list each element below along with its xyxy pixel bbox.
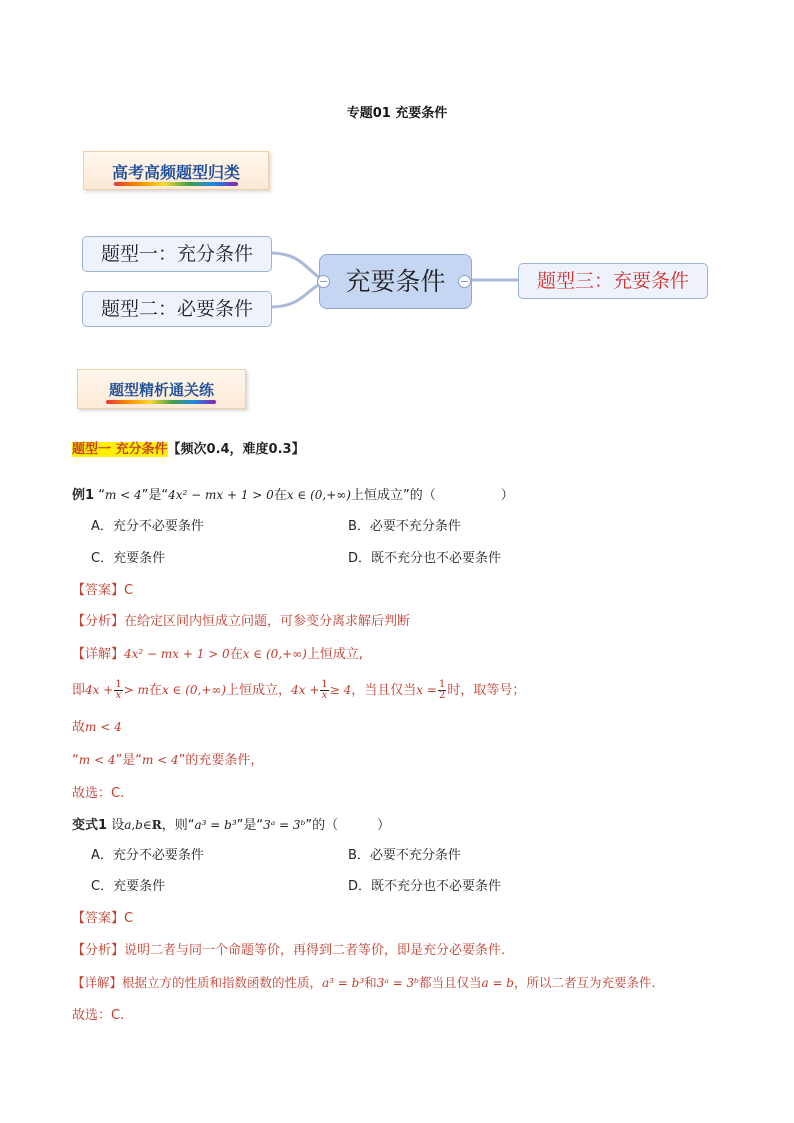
detail-line-3 [72, 717, 122, 738]
type1-label: 题型一 充分条件 [72, 442, 168, 457]
option-a: A．充分不必要条件 [91, 848, 204, 863]
math: ∈ [142, 818, 152, 832]
type1-meta: 【频次0.4，难度0.3】 [167, 442, 305, 457]
answer-label: 【答案】 [72, 911, 125, 926]
answer-label: 【答案】 [72, 583, 125, 598]
text: 都当且仅当 [418, 975, 482, 990]
text: ”是“ [115, 753, 142, 768]
rainbow-bar [106, 400, 216, 404]
answer-line [72, 581, 133, 601]
text: 上恒成立， [226, 683, 292, 698]
detail-label: 【详解】 [72, 975, 123, 990]
detail-line [72, 973, 655, 993]
text: 即 [72, 683, 86, 698]
fraction [438, 680, 446, 701]
text: 上恒成立”的（ ） [350, 488, 514, 503]
text: 在 [148, 683, 162, 698]
conclusion-line: 故选：C. [72, 1008, 125, 1023]
math: m < 4 [78, 753, 116, 767]
fraction [320, 680, 328, 701]
answer-value: C [124, 911, 134, 926]
math: x ∈ (0,+∞) [161, 683, 227, 697]
text: ，当且仅当 [351, 683, 417, 698]
text: 故 [72, 720, 86, 735]
option-d: D．既不充分也不必要条件 [348, 551, 502, 566]
text: “ [98, 488, 105, 503]
math: x ∈ (0,+∞) [242, 647, 307, 661]
mindmap-node-type3: 题型三：充要条件 [518, 263, 708, 299]
collapse-left-icon [317, 275, 330, 288]
math: > m [123, 683, 149, 697]
math: x = [416, 683, 437, 697]
fraction-den: 2 [438, 690, 446, 701]
text: 在 [273, 488, 287, 503]
type1-heading [72, 440, 305, 460]
text: 和 [364, 975, 377, 990]
math: a³ = b³ [322, 976, 365, 990]
math: R [151, 818, 162, 832]
answer-line [72, 909, 133, 929]
answer-value: C [124, 583, 134, 598]
detail-label: 【详解】 [72, 647, 125, 662]
detail-line-4 [72, 750, 263, 771]
text: 在 [229, 647, 243, 662]
fraction [114, 680, 122, 701]
math: 3ᵃ = 3ᵇ [263, 818, 306, 832]
variant-label: 变式1 [72, 818, 108, 833]
analysis-line [72, 941, 505, 961]
math: m < 4 [141, 753, 179, 767]
mindmap-center-node: 充要条件 [319, 254, 472, 309]
text: ”的充要条件， [178, 753, 264, 768]
text: ，所以二者互为充要条件. [514, 975, 656, 990]
text: ”是“ [236, 818, 264, 833]
text: ”的（ ） [305, 818, 391, 833]
option-a: A．充分不必要条件 [91, 519, 204, 534]
math: ≥ 4 [329, 683, 352, 697]
text: 上恒成立, [306, 647, 364, 662]
math: 4x² − mx + 1 > 0 [124, 647, 230, 661]
mindmap-node-type1: 题型一：充分条件 [82, 236, 272, 272]
fraction-den: x [115, 690, 122, 701]
page-title: 专题01 充要条件 [346, 106, 448, 121]
option-c: C．充要条件 [91, 879, 166, 894]
collapse-right-icon [458, 275, 471, 288]
analysis-line [72, 612, 410, 632]
analysis-label: 【分析】 [72, 614, 125, 629]
fraction-den: x [321, 690, 328, 701]
text: 时，取等号； [447, 683, 526, 698]
option-c: C．充要条件 [91, 551, 166, 566]
math: x ∈ (0,+∞) [286, 488, 351, 502]
math: 4x² − mx + 1 > 0 [168, 488, 274, 502]
fraction-num: 1 [115, 679, 122, 690]
math: 4x + [291, 683, 320, 697]
math: m < 4 [104, 488, 142, 502]
text: ，则“ [161, 818, 195, 833]
conclusion-line: 故选：C. [72, 786, 125, 801]
analysis-label: 【分析】 [72, 943, 125, 958]
example1-question [72, 485, 514, 506]
text: “ [72, 753, 79, 768]
math: a³ = b³ [194, 818, 237, 832]
variant1-question [72, 815, 390, 836]
math: 3ᵃ = 3ᵇ [376, 976, 419, 990]
detail-line-1 [72, 644, 363, 665]
text: 根据立方的性质和指数函数的性质， [122, 975, 323, 990]
mindmap-node-type2: 题型二：必要条件 [82, 291, 272, 327]
text: 设 [111, 818, 125, 833]
option-d: D．既不充分也不必要条件 [348, 879, 502, 894]
math: m < 4 [85, 720, 122, 734]
math: 4x + [85, 683, 114, 697]
section-badge-text: 高考高频题型归类 [111, 163, 240, 182]
detail-line-2 [72, 680, 525, 701]
example-label: 例1 [72, 488, 95, 503]
math: a = b [481, 976, 514, 990]
option-b: B．必要不充分条件 [348, 519, 461, 534]
text: ”是“ [141, 488, 169, 503]
fraction-num: 1 [438, 679, 446, 690]
option-b: B．必要不充分条件 [348, 848, 461, 863]
math: a,b [124, 818, 143, 832]
fraction-num: 1 [321, 679, 328, 690]
section-badge-practice [77, 369, 246, 409]
section-badge-text: 题型精析通关练 [108, 381, 214, 399]
analysis-text: 说明二者与同一个命题等价，再得到二者等价，即是充分必要条件. [124, 943, 506, 958]
analysis-text: 在给定区间内恒成立问题，可参变分离求解后判断 [124, 614, 411, 629]
